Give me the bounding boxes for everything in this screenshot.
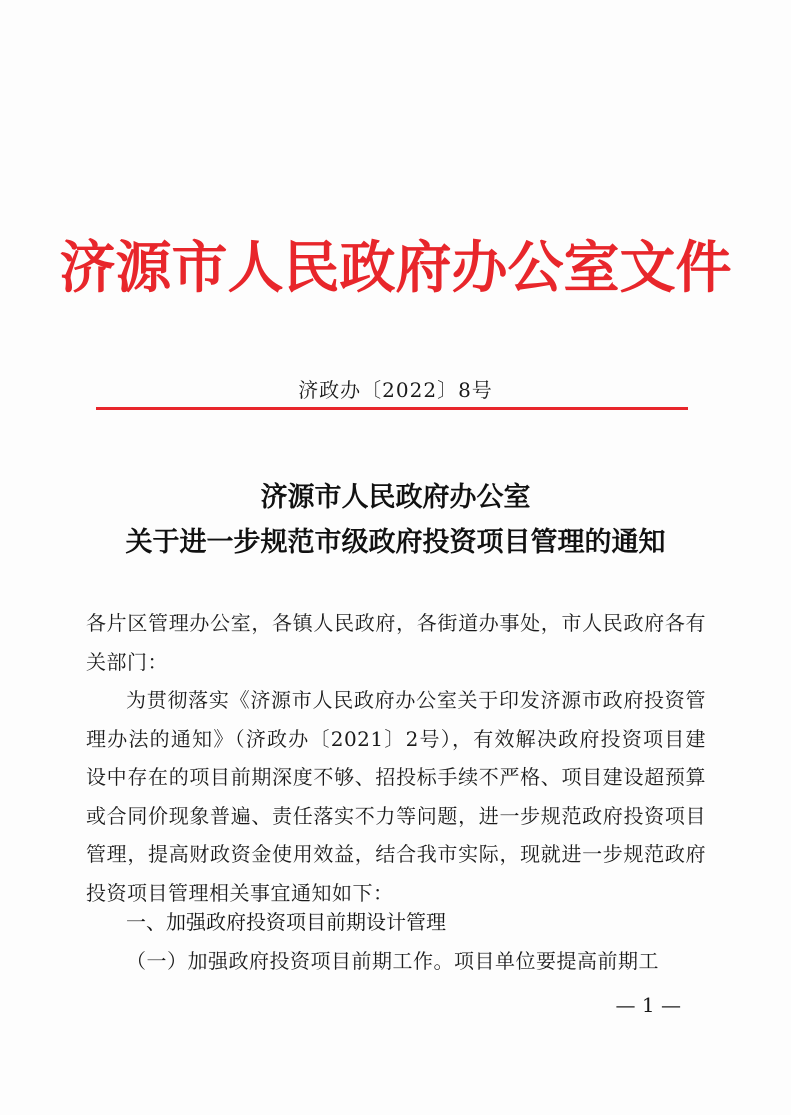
salutation: 各片区管理办公室，各镇人民政府，各街道办事处，市人民政府各有关部门： xyxy=(86,611,706,674)
document-header-title: 济源市人民政府办公室文件 xyxy=(59,235,732,301)
page-number: — 1 — xyxy=(615,993,681,1017)
body-paragraph: 为贯彻落实《济源市人民政府办公室关于印发济源市政府投资管理办法的通知》（济政办〔2021〕2号），有效解决政府投资项目建设中存在的项目前期深度不够、招投标手续不严格、项目建设超预算或合同价现象普遍、责任落实不力等问题，进一步规范政府投资项目管理，提高财政资金使用效益，结合我市实际，现就进一步规范政府投资项目管理相关事宜通知如下： xyxy=(86,688,706,905)
notice-title-line1: 济源市人民政府办公室 xyxy=(260,482,531,513)
section-heading: 一、加强政府投资项目前期设计管理 xyxy=(126,910,446,934)
notice-title-line2: 关于进一步规范市级政府投资项目管理的通知 xyxy=(125,527,666,558)
subsection-paragraph: （一）加强政府投资项目前期工作。项目单位要提高前期工 xyxy=(126,949,659,973)
red-divider-line xyxy=(96,407,688,410)
document-number: 济政办〔2022〕8号 xyxy=(298,378,493,402)
